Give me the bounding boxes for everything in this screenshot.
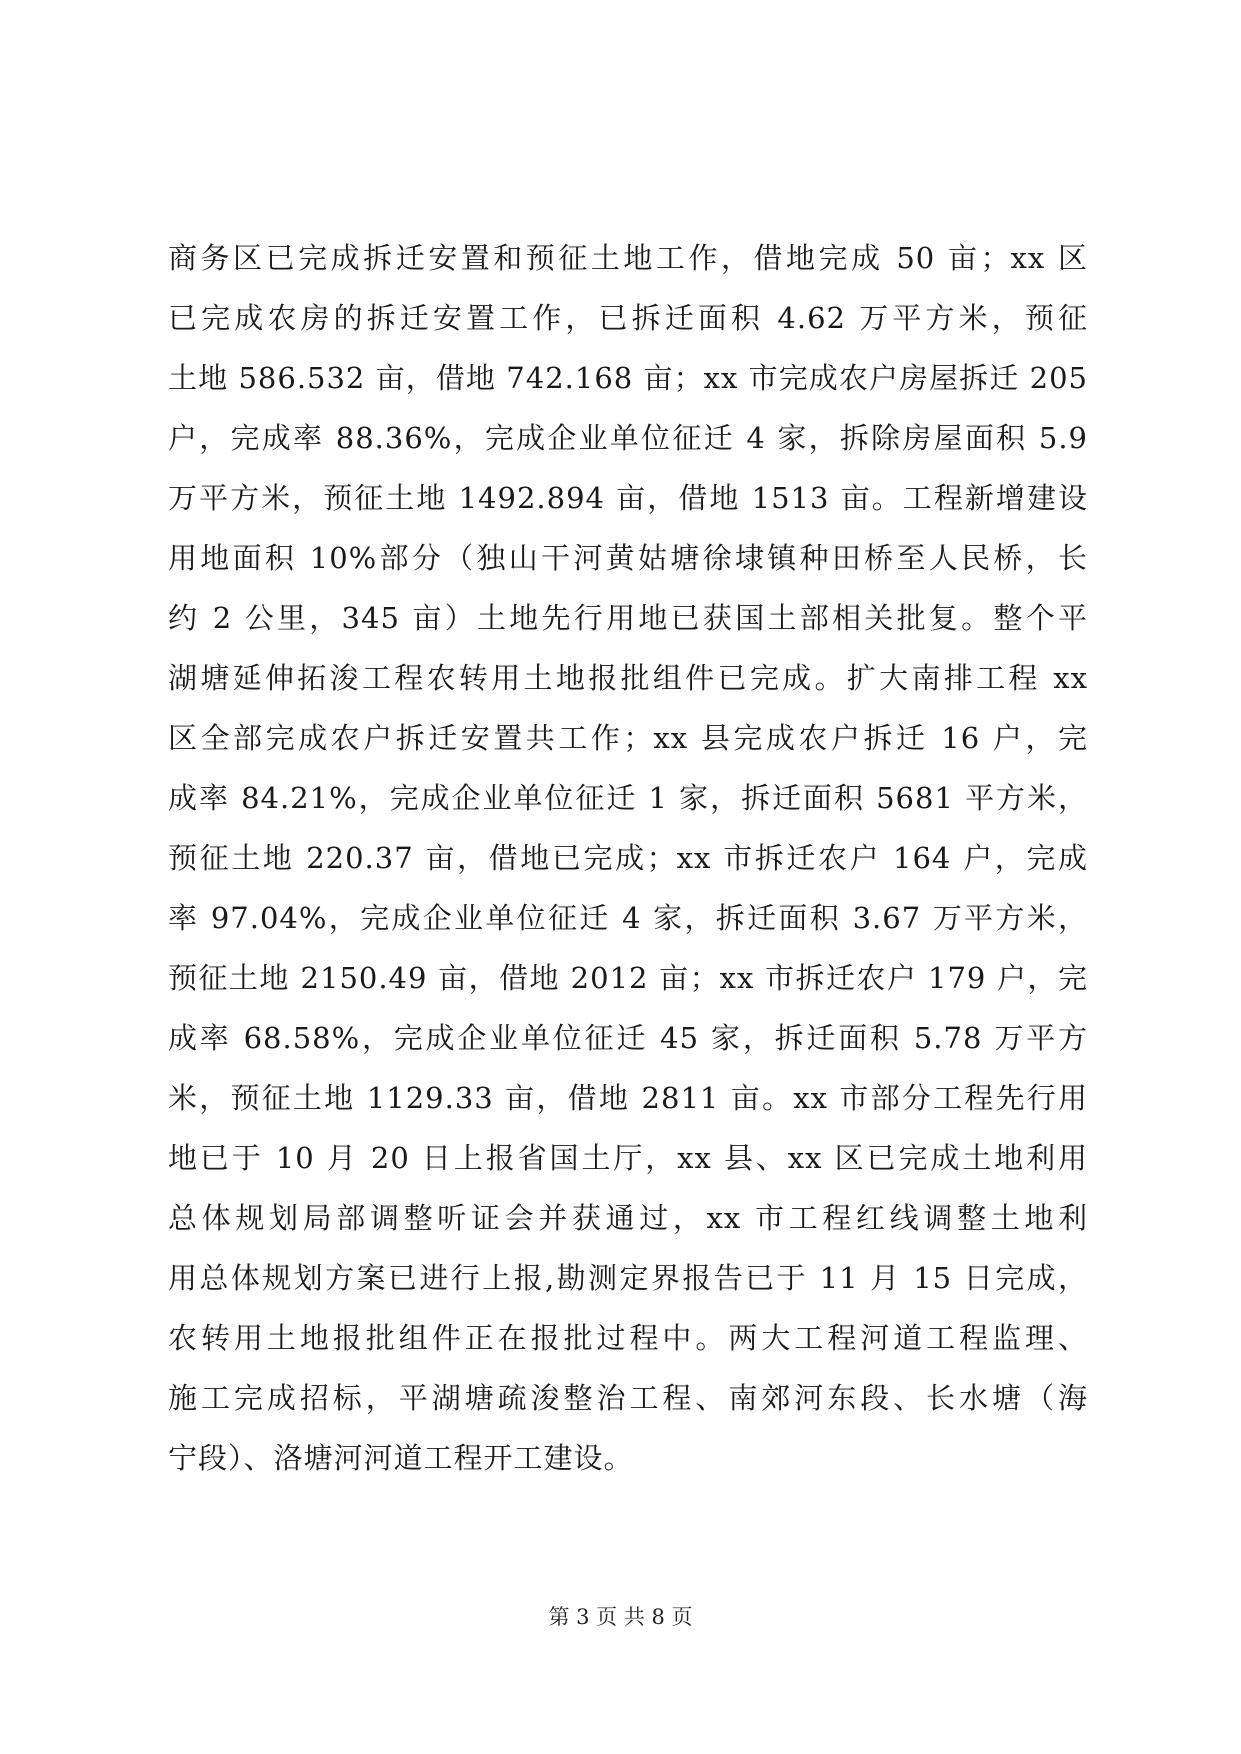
text-line-2: 已完成农房的拆迁安置工作，已拆迁面积 4.62 万平方米，预征 bbox=[168, 301, 1088, 335]
text-line-8: 湖塘延伸拓浚工程农转用土地报批组件已完成。扩大南排工程 xx bbox=[168, 661, 1088, 695]
text-line-19: 农转用土地报批组件正在报批过程中。两大工程河道工程监理、 bbox=[168, 1321, 1088, 1355]
page-number-footer: 第 3 页 共 8 页 bbox=[548, 1605, 693, 1629]
text-line-10: 成率 84.21%，完成企业单位征迁 1 家，拆迁面积 5681 平方米， bbox=[168, 781, 1088, 815]
text-line-12: 率 97.04%，完成企业单位征迁 4 家，拆迁面积 3.67 万平方米， bbox=[168, 901, 1088, 935]
body-paragraph bbox=[168, 228, 1088, 1488]
text-line-21: 宁段）、洛塘河河道工程开工建设。 bbox=[168, 1441, 634, 1475]
text-line-3: 土地 586.532 亩，借地 742.168 亩；xx 市完成农户房屋拆迁 205 bbox=[168, 361, 1088, 395]
text-line-7: 约 2 公里，345 亩）土地先行用地已获国土部相关批复。整个平 bbox=[168, 601, 1088, 635]
text-line-6: 用地面积 10%部分（独山干河黄姑塘徐埭镇种田桥至人民桥，长 bbox=[168, 541, 1088, 575]
text-line-15: 米，预征土地 1129.33 亩，借地 2811 亩。xx 市部分工程先行用 bbox=[168, 1081, 1088, 1115]
text-line-13: 预征土地 2150.49 亩，借地 2012 亩；xx 市拆迁农户 179 户，完 bbox=[168, 961, 1088, 995]
text-line-9: 区全部完成农户拆迁安置共工作；xx 县完成农户拆迁 16 户，完 bbox=[168, 721, 1088, 755]
text-line-11: 预征土地 220.37 亩，借地已完成；xx 市拆迁农户 164 户，完成 bbox=[168, 841, 1088, 875]
text-line-17: 总体规划局部调整听证会并获通过，xx 市工程红线调整土地利 bbox=[168, 1201, 1088, 1235]
text-line-1: 商务区已完成拆迁安置和预征土地工作，借地完成 50 亩；xx 区 bbox=[168, 241, 1088, 275]
text-line-14: 成率 68.58%，完成企业单位征迁 45 家，拆迁面积 5.78 万平方 bbox=[168, 1021, 1088, 1055]
text-line-16: 地已于 10 月 20 日上报省国土厅，xx 县、xx 区已完成土地利用 bbox=[168, 1141, 1088, 1175]
text-line-18: 用总体规划方案已进行上报,勘测定界报告已于 11 月 15 日完成， bbox=[168, 1261, 1088, 1295]
text-line-4: 户，完成率 88.36%，完成企业单位征迁 4 家，拆除房屋面积 5.9 bbox=[168, 421, 1088, 455]
text-line-20: 施工完成招标，平湖塘疏浚整治工程、南郊河东段、长水塘（海 bbox=[168, 1381, 1088, 1415]
text-line-5: 万平方米，预征土地 1492.894 亩，借地 1513 亩。工程新增建设 bbox=[168, 481, 1088, 515]
